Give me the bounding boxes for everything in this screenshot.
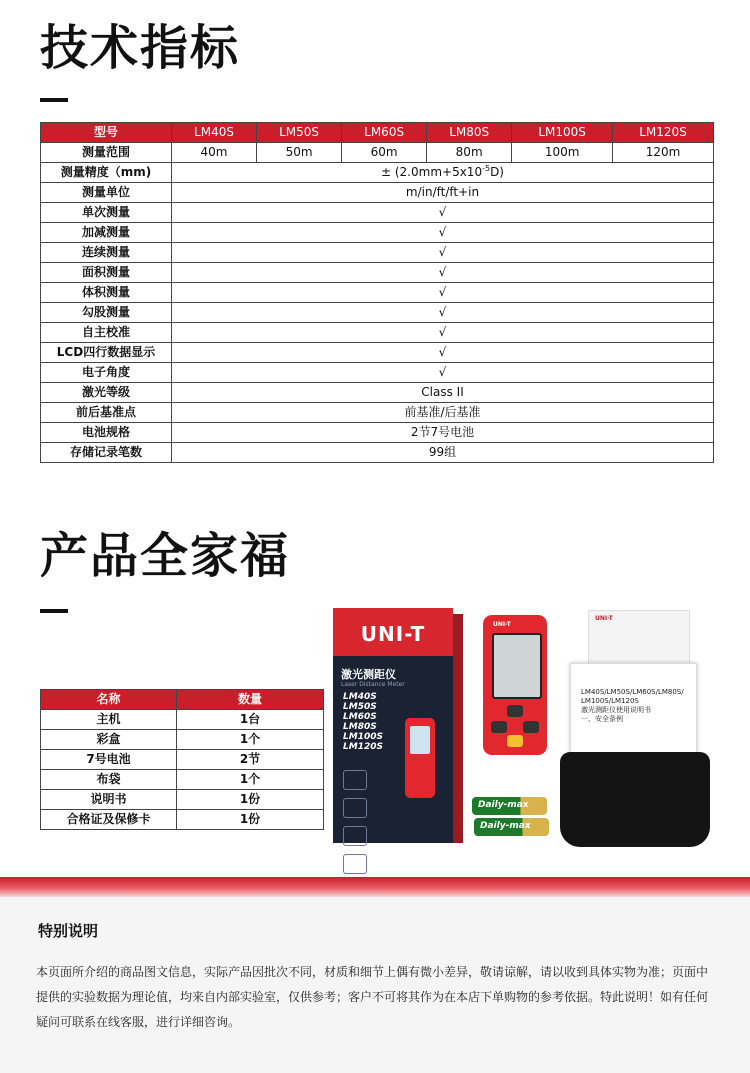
box-title: 激光测距仪 [341,668,396,681]
item-name: 主机 [41,710,177,730]
laser-meter-device [483,615,547,755]
range-value: 80m [427,143,512,163]
table-row [41,790,324,810]
spec-value: √ [172,323,714,343]
family-table [40,689,324,830]
spec-value: 前基准/后基准 [172,403,714,423]
family-header-row [41,690,324,710]
spec-value: √ [172,303,714,323]
spec-label: 电子角度 [41,363,172,383]
table-row [41,443,714,463]
manual-line: LM100S/LM120S [581,697,639,705]
box-model-name: LM80S [343,722,377,732]
spec-value: √ [172,223,714,243]
feature-icon [343,826,367,846]
item-quantity: 2节 [177,750,324,770]
box-subtitle: Laser Distance Meter [341,681,405,688]
item-name: 7号电池 [41,750,177,770]
user-manual [570,663,697,755]
item-quantity: 1份 [177,790,324,810]
box-feature-icons [341,768,396,880]
spec-header-model: LM80S [427,123,512,143]
device-button [491,721,507,733]
range-value: 40m [172,143,257,163]
table-row [41,203,714,223]
spec-label: 测量精度（mm) [41,163,172,183]
battery [474,818,549,836]
spec-value: 99组 [172,443,714,463]
card-brand-logo: UNI-T [595,615,613,622]
battery [472,797,547,815]
box-model-name: LM100S [343,732,383,742]
box-device-screen [410,726,430,754]
manual-line: 一、安全条例 [581,715,623,723]
accuracy-value [172,163,714,183]
item-quantity: 1个 [177,730,324,750]
box-device-picture [405,718,435,798]
spec-value: √ [172,343,714,363]
spec-value: √ [172,363,714,383]
spec-value: √ [172,263,714,283]
family-header-name: 名称 [41,690,177,710]
family-section-title: 产品全家福 [40,528,291,584]
item-name: 彩盒 [41,730,177,750]
family-title-underline [40,609,68,613]
manual-line: LM40S/LM50S/LM60S/LM80S/ [581,688,684,696]
box-panel [333,656,453,843]
notice-title: 特别说明 [38,922,99,940]
device-measure-button [507,735,523,747]
device-button [507,705,523,717]
item-name: 说明书 [41,790,177,810]
table-row [41,730,324,750]
device-screen [492,633,542,699]
spec-label: 测量单位 [41,183,172,203]
accuracy-value-pre: ± (2.0mm+5x10 [381,165,483,179]
table-row [41,810,324,830]
accuracy-value-post: D) [490,165,504,179]
box-model-name: LM60S [343,712,377,722]
spec-value: √ [172,203,714,223]
table-row [41,423,714,443]
table-row [41,403,714,423]
accuracy-exponent: -5 [482,164,491,173]
spec-value: 2节7号电池 [172,423,714,443]
spec-header-model: LM50S [257,123,342,143]
table-row [41,303,714,323]
table-row [41,223,714,243]
table-row [41,343,714,363]
spec-label: 单次测量 [41,203,172,223]
spec-header-label: 型号 [41,123,172,143]
manual-text [581,688,684,724]
family-header-qty: 数量 [177,690,324,710]
table-row [41,163,714,183]
device-button [523,721,539,733]
feature-icon [343,854,367,874]
spec-value: m/in/ft/ft+in [172,183,714,203]
item-quantity: 1个 [177,770,324,790]
spec-header-model: LM120S [613,123,714,143]
box-brand-logo: UNI-T [360,622,426,646]
box-side [453,614,463,843]
range-value: 60m [342,143,427,163]
spec-label: 连续测量 [41,243,172,263]
spec-table [40,122,714,463]
spec-label: 激光等级 [41,383,172,403]
box-front [333,608,453,843]
box-model-name: LM120S [343,742,383,752]
spec-value: √ [172,243,714,263]
range-value: 50m [257,143,342,163]
table-row [41,283,714,303]
decorative-red-band [0,877,750,897]
notice-text: 本页面所介绍的商品图文信息，实际产品因批次不同，材质和细节上偶有微小差异，敬请谅解，请以收到具体实物为准；页面中提供的实验数据为理论值，均来自内部实验室，仅供参考；客户不可将其作为在本店下单购物的参考依据。特此说明！如有任何疑问可联系在线客服，进行详细咨询。 [36,965,709,1029]
box-model-list [343,692,383,752]
device-brand-logo: UNI-T [493,621,511,628]
battery-label: Daily-max [480,821,531,831]
spec-label: 体积测量 [41,283,172,303]
spec-label: 前后基准点 [41,403,172,423]
table-row [41,710,324,730]
spec-title-underline [40,98,68,102]
spec-header-model: LM60S [342,123,427,143]
product-box-image [333,608,461,843]
feature-icon [343,798,367,818]
spec-label: 测量范围 [41,143,172,163]
feature-icon [343,770,367,790]
range-value: 100m [512,143,613,163]
table-row [41,323,714,343]
item-name: 合格证及保修卡 [41,810,177,830]
item-quantity: 1份 [177,810,324,830]
spec-label: LCD四行数据显示 [41,343,172,363]
box-model-name: LM40S [343,692,377,702]
spec-label: 自主校准 [41,323,172,343]
table-row [41,363,714,383]
table-row [41,263,714,283]
spec-header-model: LM40S [172,123,257,143]
table-row [41,183,714,203]
manual-line: 激光测距仪使用说明书 [581,706,651,714]
range-value: 120m [613,143,714,163]
spec-section-title: 技术指标 [40,20,241,76]
spec-label: 加减测量 [41,223,172,243]
box-model-name: LM50S [343,702,377,712]
spec-label: 存储记录笔数 [41,443,172,463]
table-row [41,750,324,770]
spec-value: Class II [172,383,714,403]
spec-label: 勾股测量 [41,303,172,323]
spec-header-row [41,123,714,143]
spec-label: 面积测量 [41,263,172,283]
table-row [41,770,324,790]
battery-label: Daily-max [478,800,529,810]
table-row [41,383,714,403]
spec-value: √ [172,283,714,303]
table-row [41,243,714,263]
cloth-pouch [560,752,710,847]
item-quantity: 1台 [177,710,324,730]
spec-label: 电池规格 [41,423,172,443]
table-row [41,143,714,163]
spec-header-model: LM100S [512,123,613,143]
item-name: 布袋 [41,770,177,790]
